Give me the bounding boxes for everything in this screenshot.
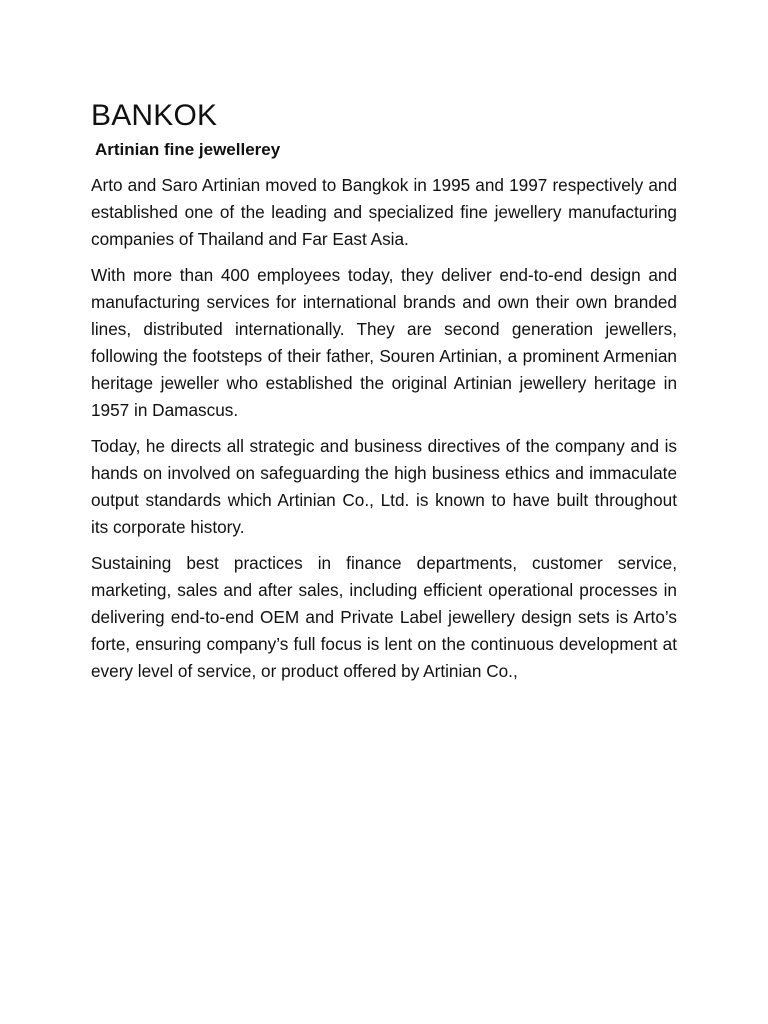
paragraph-1: Arto and Saro Artinian moved to Bangkok in 1995 and 1997 respectively and established one of the leading and specialized fine jewellery manufacturing companies of Thailand and Far East Asia. [91,175,677,249]
page-title: BANKOK [91,99,218,132]
document-body [91,96,677,685]
paragraph-3: Today, he directs all strategic and business directives of the company and is hands on involved on safeguarding the high business ethics and immaculate output standards which Artinian Co., Ltd. is known to have built throughout its corporate history. [91,436,677,537]
section-subtitle: Artinian fine jewellerey [95,140,281,159]
paragraph-4: Sustaining best practices in finance departments, customer service, marketing, sales and after sales, including efficient operational processes in delivering end-to-end OEM and Private Label jewellery design sets is Arto’s forte, ensuring company’s full focus is lent on the continuous development at every level of service, or product offered by Artinian Co., [91,553,677,681]
paragraph-2: With more than 400 employees today, they deliver end-to-end design and manufacturing services for international brands and own their own branded lines, distributed internationally. They are second generation jewellers, following the footsteps of their father, Souren Artinian, a prominent Armenian heritage jeweller who established the original Artinian jewellery heritage in 1957 in Damascus. [91,265,677,420]
